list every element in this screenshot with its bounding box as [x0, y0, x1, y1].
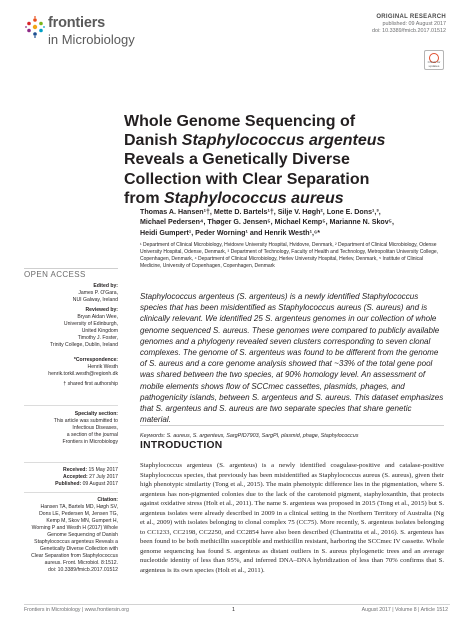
accepted-date: 27 July 2017 — [89, 474, 118, 480]
citation-line: Kemp M, Skov MN, Gumpert H, — [46, 518, 118, 524]
title-line-4: Collection with Clear Separation — [124, 170, 370, 188]
article-type: ORIGINAL RESEARCH — [376, 14, 446, 20]
introduction-text: Staphylococcus argenteus (S. argenteus) is a newly identified coagulase-positive and catalase-positive Staphylococcus species, that previously has been misidentified as Staphylococcus aureus (S. aureus), given their high phenotypic similarity (Tong et al., 2015). The main phenotypic difference lies in the pigmentation, where S. argenteus has non-pigmented colonies due to the lack of the carotenoid pigment, staphyloxanthin, that protects against oxidative stress (Holt et al., 2011). The name S. argenteus was proposed in 2015 (Tong et al., 2015) but S. argenteus isolates were already described in 2009 in a clinical setting in the Northern Territory of Australia (Ng et al., 2009) with isolates belonging to clonal complex 75 (CC75). More recently, S. argenteus isolates belonging to CC1233, CC2198, CC2250, and CC2854 have also been described (Chantratita et al., 2016). S. argenteus has been found to be both methicillin susceptible and methicillin resistant, harboring the SCCmec IV cassette. Whole genome sequencing has found S. argenteus as distant outliers in S. aureus phylogenetic trees and an average nucleotide identity of less than 95%, and inferred DNA–DNA hybridization of less than 70% confirms that S. argenteus is its own species (Holt et al., 2011). — [140, 462, 444, 574]
correspondence-email[interactable]: henrik.torkil.westh@regionh.dk — [48, 371, 118, 377]
specialty-label: Specialty section: — [74, 411, 118, 417]
citation-line: Clear Separation from Staphylococcus — [31, 553, 118, 559]
open-access-label[interactable]: OPEN ACCESS — [24, 270, 86, 279]
reviewer-2-name: Timothy J. Foster, — [77, 335, 118, 341]
logo-journal-name: in Microbiology — [48, 32, 135, 47]
title-line-1: Whole Genome Sequencing of — [124, 113, 356, 130]
accepted-label: Accepted: — [63, 474, 88, 480]
author-line-1[interactable]: Thomas A. Hansen¹†, Mette D. Bartels¹†, Silje V. Høgh², Lone E. Dons¹,³, — [140, 208, 381, 216]
sidebar-rule — [24, 462, 118, 463]
citation-line: Genome Sequencing of Danish — [47, 532, 118, 538]
reviewer-1-name: Bryan Aidan Wee, — [77, 314, 118, 320]
specialty-line-4: Frontiers in Microbiology — [62, 439, 118, 445]
journal-logo[interactable] — [24, 14, 144, 50]
keywords: Keywords: S. aureus, S. argenteus, SargPID7903, SargPI, plasmid, phage, Staphylococcus — [140, 433, 359, 439]
correspondence-name: Henrik Westh — [87, 364, 118, 370]
check-updates-label: Check for updates — [427, 60, 441, 68]
citation-line: Worning P and Westh H (2017) Whole — [31, 525, 118, 531]
footer-issue-info: August 2017 | Volume 8 | Article 1512 — [361, 607, 448, 613]
title-species: Staphylococcus argenteus — [181, 132, 386, 150]
published-date: published: 09 August 2017 — [382, 21, 446, 27]
logo-wordmark: frontiers — [48, 15, 106, 31]
title-species: Staphylococcus aureus — [164, 189, 344, 207]
title-line-5 — [124, 189, 414, 208]
edited-by-block — [24, 283, 118, 304]
title-line-3: Reveals a Genetically Diverse — [124, 151, 350, 169]
correspondence-label: *Correspondence: — [73, 357, 118, 363]
specialty-line-2: Infectious Diseases, — [72, 425, 118, 431]
specialty-line-1: This article was submitted to — [53, 418, 118, 424]
abstract-text: Staphylococcus argenteus (S. argenteus) is a newly identified Staphylococcus species that has been misidentified as Staphylococcus aureus (S. aureus) and is clinically relevant. We identified 25 S. argenteus genomes in our collection of whole genome sequenced S. aureus. These genomes were compared to publicly available genomes and a phylogeny revealed seven clusters corresponding to seven clonal complexes. The genome of S. argenteus was found to be different from the genome of S. aureus and a core genome analysis showed that ~33% of the total gene pool was shared between the two species, at 90% homology level. An assessment of mobile elements shows flow of SCCmec cassettes, plasmids, phages, and pathogenicity islands, between S. argenteus and S. aureus. This dataset emphasizes that S. argenteus and S. aureus are two separate species that share genetic material. — [140, 292, 444, 425]
title-line-2 — [124, 131, 414, 150]
keywords-divider — [140, 425, 444, 426]
title-text: Danish — [124, 132, 182, 150]
reviewed-by-block — [24, 307, 118, 349]
published-label: Published: — [55, 481, 82, 487]
article-title — [124, 112, 414, 208]
page-number: 1 — [232, 607, 235, 613]
reviewer-1-country: United Kingdom — [81, 328, 118, 334]
received-label: Received: — [63, 467, 88, 473]
citation-line: Staphylococcus argenteus Reveals a — [34, 539, 118, 545]
citation-line: Hansen TA, Bartels MD, Høgh SV, — [40, 504, 118, 510]
sidebar-rule — [24, 492, 118, 493]
doi-link[interactable]: doi: 10.3389/fmicb.2017.01512 — [371, 28, 446, 34]
citation-line: Dons LE, Pedersen M, Jensen TG, — [39, 511, 118, 517]
author-line-2[interactable]: Michael Pedersen⁴, Thøger G. Jensen⁵, Michael Kemp⁵, Marianne N. Skov⁵, — [140, 218, 394, 227]
citation-doi[interactable]: doi: 10.3389/fmicb.2017.01512 — [48, 567, 118, 573]
citation-block — [24, 497, 118, 574]
citation-label: Citation: — [97, 497, 118, 503]
reviewer-2-affiliation: Trinity College, Dublin, Ireland — [49, 342, 118, 348]
editor-affiliation: NUI Galway, Ireland — [72, 297, 118, 303]
correspondence-block — [24, 357, 118, 388]
reviewer-1-affiliation: University of Edinburgh, — [63, 321, 118, 327]
footer-divider — [24, 604, 450, 605]
shared-authorship-note: † shared first authorship — [63, 381, 118, 387]
published-date-side: 09 August 2017 — [82, 481, 118, 487]
citation-line: aureus. Front. Microbiol. 8:1512. — [44, 560, 118, 566]
title-text: from — [124, 189, 164, 207]
sidebar-rule — [24, 405, 118, 406]
dates-block — [24, 467, 118, 488]
affiliations: ¹ Department of Clinical Microbiology, Hvidovre University Hospital, Hvidovre, Denmark, ² Department of Clinical Microbiology, Odense University Hospital, Odense, Denmark, ³ Department of Technology, Faculty of Health and Technology, Metropolitan University College, Copenhagen, Denmark, ⁴ Department of Clinical Microbiology, Herlev University Hospital, Herlev, Denmark, ⁵ Institute of Clinical Medicine, University of Copenhagen, Copenhagen, Denmark — [140, 242, 439, 269]
article-meta — [372, 14, 446, 35]
edited-by-label: Edited by: — [93, 283, 118, 289]
specialty-line-3: a section of the journal — [66, 432, 118, 438]
frontiers-logo-icon — [24, 16, 46, 38]
author-list — [140, 207, 450, 238]
sidebar-divider — [24, 268, 118, 269]
footer-journal-link[interactable]: Frontiers in Microbiology | www.frontiersin.org — [24, 607, 129, 613]
section-heading-introduction: INTRODUCTION — [140, 440, 223, 451]
received-date: 15 May 2017 — [88, 467, 118, 473]
reviewed-by-label: Reviewed by: — [85, 307, 118, 313]
author-line-3[interactable]: Heidi Gumpert¹, Peder Worning¹ and Henrik Westh¹,⁶* — [140, 228, 320, 237]
check-for-updates-button[interactable] — [424, 50, 444, 70]
specialty-block — [24, 411, 118, 446]
citation-line: Genetically Diverse Collection with — [39, 546, 118, 552]
editor-name: James P. O'Gara, — [78, 290, 118, 296]
